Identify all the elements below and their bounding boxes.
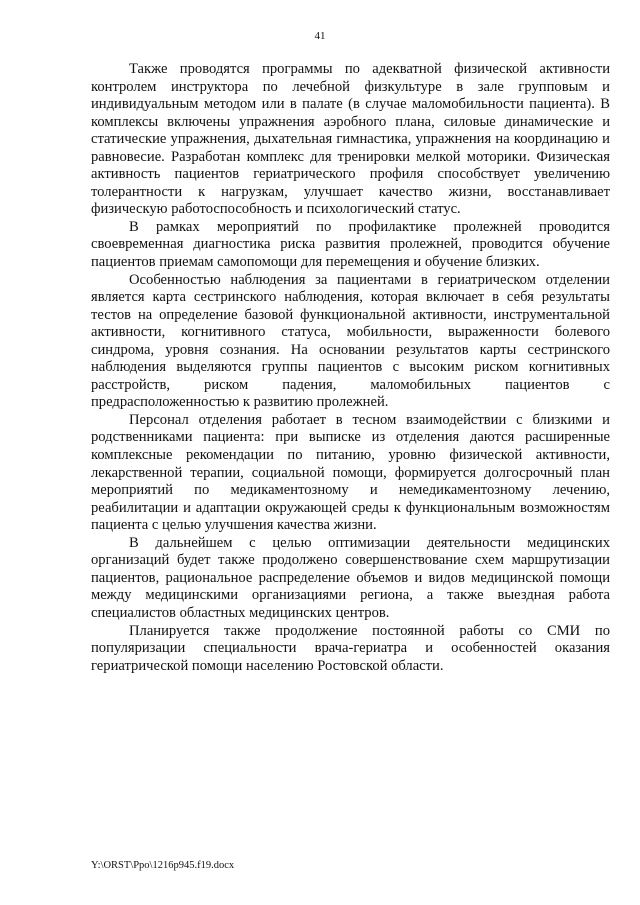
paragraph-media-popularization: Планируется также продолжение постоянной работы со СМИ по популяризации специальности врача-гериатра и особенностей оказания гериатрической помощи населению Ростовской области. (91, 622, 610, 674)
paragraph-nursing-observation: Особенностью наблюдения за пациентами в гериатрическом отделении является карта сестринского наблюдения, которая включает в себя результаты тестов на определение базовой функциональной активности, инструментальной активности, когнитивного статуса, мобильности, выраженности болевого синдрома, уровня сознания. На основании результатов карты сестринского наблюдения выделяются группы пациентов с высоким риском когнитивных расстройств, риском падения, маломобильных пациентов с предрасположенностью к развитию пролежней. (91, 271, 610, 411)
footer-file-path: Y:\ORST\Ppo\1216p945.f19.docx (91, 860, 235, 871)
document-body (91, 61, 610, 675)
page-number: 41 (314, 30, 326, 42)
paragraph-physical-activity: Также проводятся программы по адекватной физической активности контролем инструктора по лечебной физкультуре в зале групповым и индивидуальным методом или в палате (в случае маломобильности пациента). В комплексы включены упражнения аэробного плана, силовые динамические и статические упражнения, дыхательная гимнастика, упражнения на координацию и равновесие. Разработан комплекс для тренировки мелкой моторики. Физическая активность пациентов гериатрического профиля способствует увеличению толерантности к нагрузкам, улучшает качество жизни, восстанавливает физическую работоспособность и психологический статус. (91, 61, 610, 218)
paragraph-family-interaction: Персонал отделения работает в тесном взаимодействии с близкими и родственниками пациента: при выписке из отделения даются расширенные комплексные рекомендации по питанию, уровню физической активности, лекарственной терапии, социальной помощи, формируется долгосрочный план мероприятий по медикаментозному и немедикаментозному лечению, реабилитации и адаптации окружающей среды к функциональным возможностям пациента с целью улучшения качества жизни. (91, 411, 610, 534)
paragraph-pressure-ulcer-prevention: В рамках мероприятий по профилактике пролежней проводится своевременная диагностика риска развития пролежней, проводится обучение пациентов приемам самопомощи для перемещения и обучение близких. (91, 218, 610, 271)
paragraph-future-optimization: В дальнейшем с целью оптимизации деятельности медицинских организаций будет также продолжено совершенствование схем маршрутизации пациентов, рациональное распределение объемов и видов медицинской помощи между медицинскими организациями региона, а также выездная работа специалистов областных медицинских центров. (91, 534, 610, 621)
